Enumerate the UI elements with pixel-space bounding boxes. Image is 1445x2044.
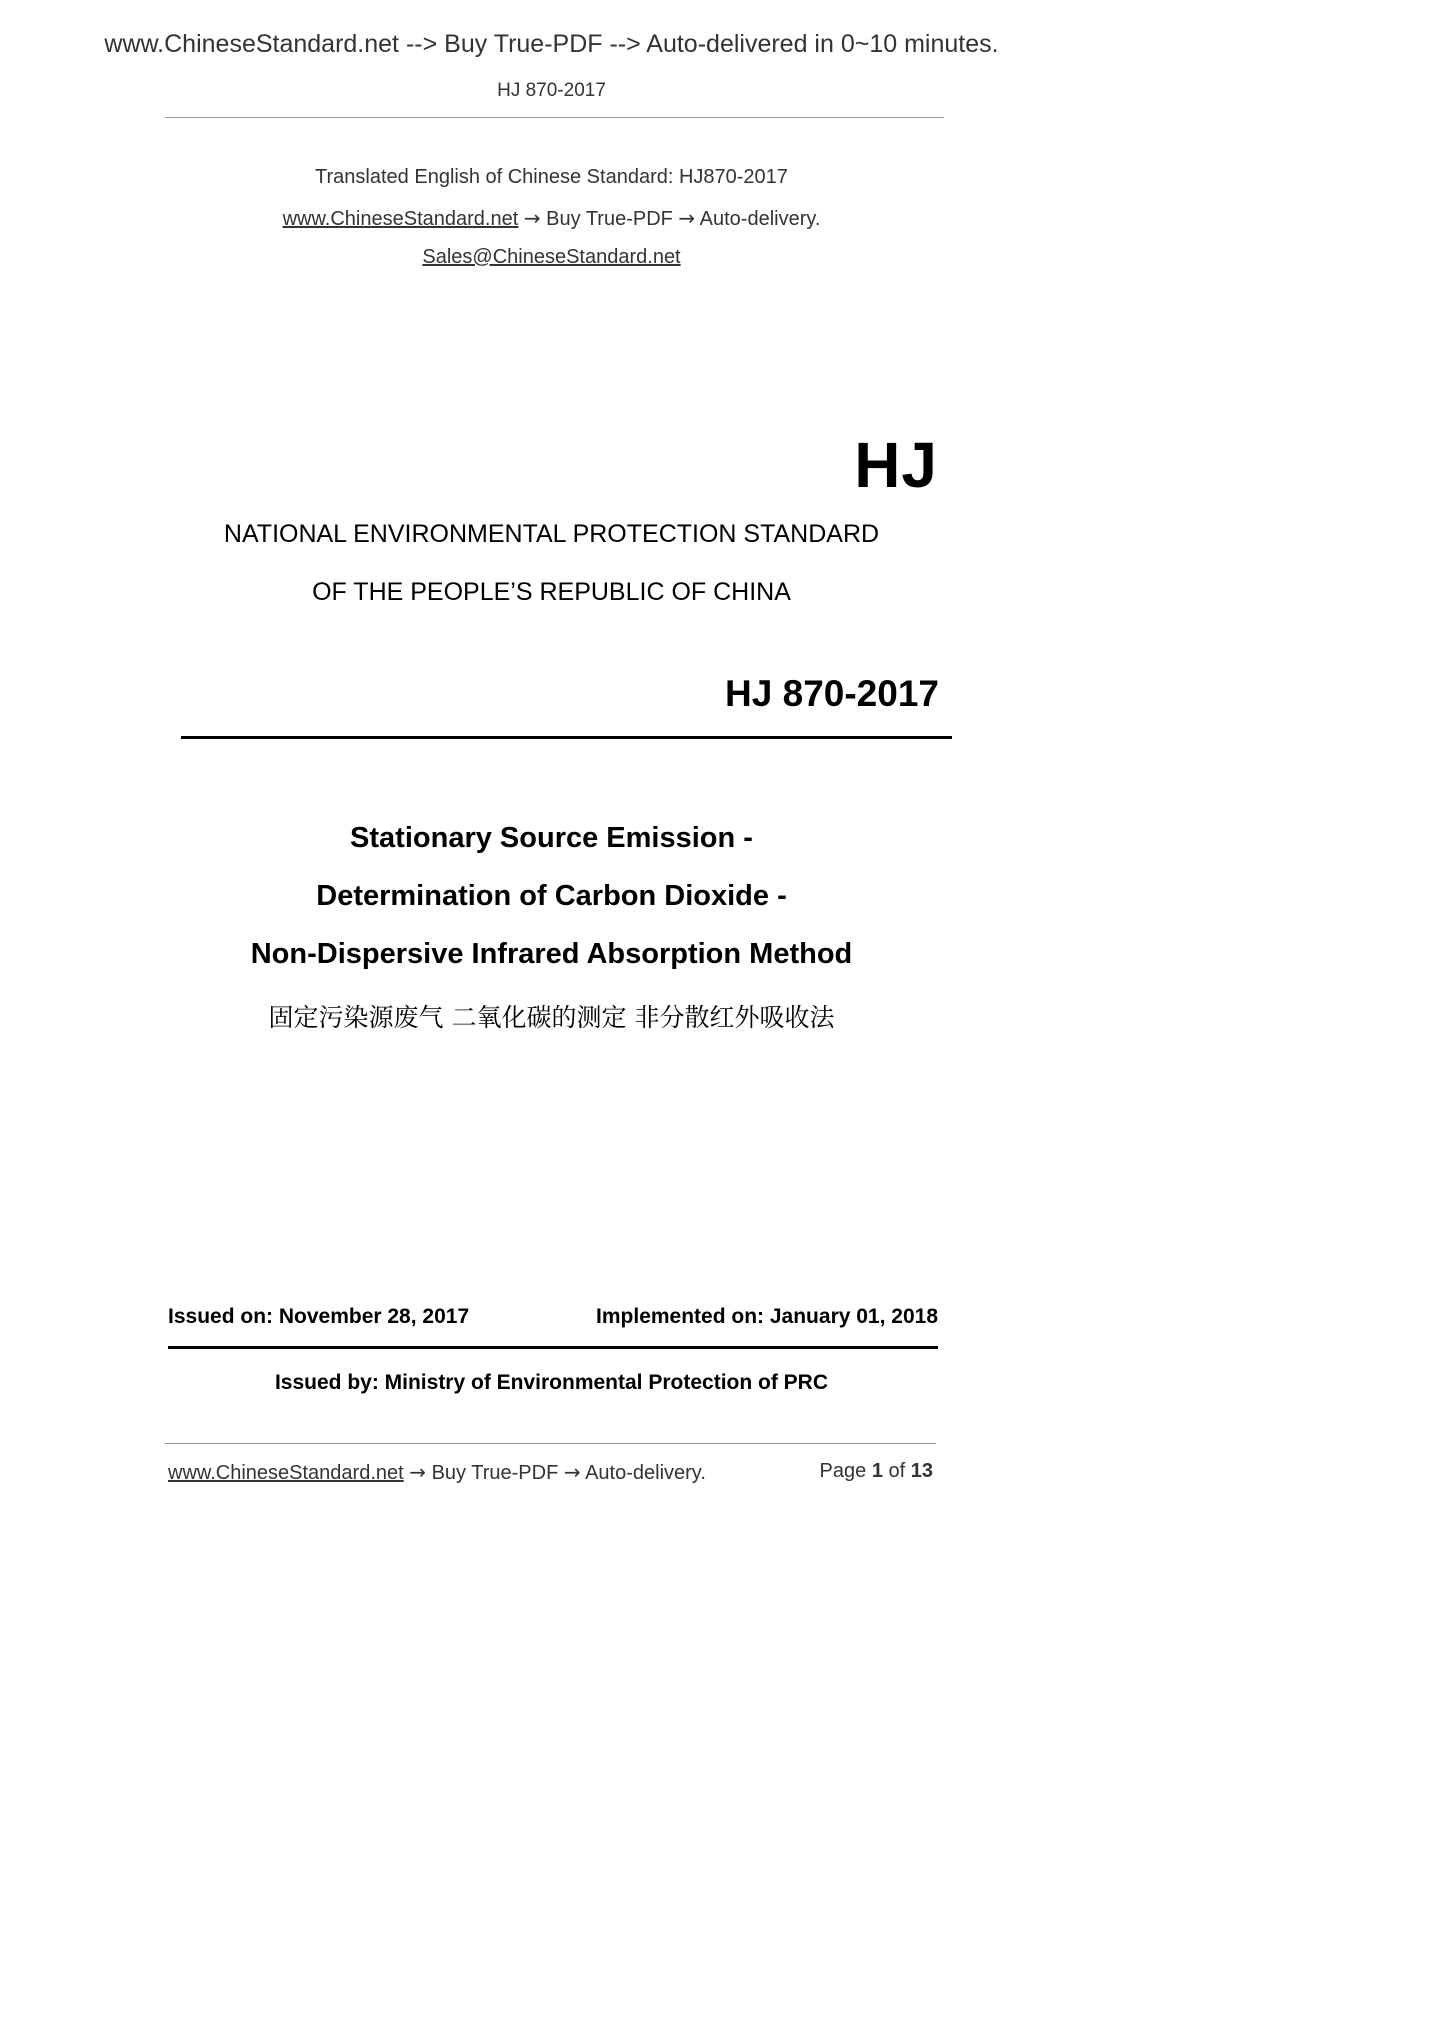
arrow-right-icon: → <box>409 1460 427 1484</box>
issued-on: Issued on: November 28, 2017 <box>168 1305 470 1328</box>
header-doc-code: HJ 870-2017 <box>497 80 606 101</box>
buy-text: Buy True-PDF <box>546 208 673 230</box>
arrow-right-icon: → <box>563 1460 581 1484</box>
hj-logo-mark: HJ <box>854 429 938 501</box>
title-line3: Non-Dispersive Infrared Absorption Method <box>250 938 853 970</box>
national-standard-line2: OF THE PEOPLE’S REPUBLIC OF CHINA <box>312 578 791 606</box>
dates-divider <box>168 1346 938 1349</box>
header-divider <box>165 117 944 118</box>
sales-email-link[interactable]: Sales@ChineseStandard.net <box>422 246 681 268</box>
top-promo-banner: www.ChineseStandard.net --> Buy True-PDF --> Auto-delivered in 0~10 minutes. <box>104 30 999 58</box>
page-label: Page <box>819 1460 867 1482</box>
code-divider <box>181 736 952 739</box>
arrow-right-icon: → <box>678 206 696 230</box>
footer-auto-delivery-text: Auto-delivery. <box>585 1462 706 1484</box>
email-line <box>0 246 1103 269</box>
page-number: 1 <box>871 1460 883 1482</box>
standard-code: HJ 870-2017 <box>725 673 939 714</box>
title-line2: Determination of Carbon Dioxide - <box>316 880 787 912</box>
arrow-right-icon: → <box>523 206 541 230</box>
footer-divider <box>165 1443 936 1444</box>
translated-notice: Translated English of Chinese Standard: HJ870-2017 <box>315 166 788 188</box>
page-total: 13 <box>910 1460 933 1482</box>
footer-buy-text: Buy True-PDF <box>431 1462 559 1484</box>
of-label: of <box>888 1460 906 1482</box>
page-indicator <box>820 1460 933 1483</box>
footer-buy-line <box>168 1460 706 1485</box>
title-chinese: 固定污染源废气 二氧化碳的测定 非分散红外吸收法 <box>268 1003 835 1032</box>
footer-site-link[interactable]: www.ChineseStandard.net <box>168 1462 404 1484</box>
site-link[interactable]: www.ChineseStandard.net <box>282 208 519 230</box>
implemented-on: Implemented on: January 01, 2018 <box>596 1305 938 1328</box>
auto-delivery-text: Auto-delivery. <box>699 208 821 230</box>
issued-by: Issued by: Ministry of Environmental Protection of PRC <box>274 1371 829 1394</box>
national-standard-line1: NATIONAL ENVIRONMENTAL PROTECTION STANDARD <box>223 520 880 548</box>
title-line1: Stationary Source Emission - <box>350 822 753 854</box>
buy-line <box>0 206 1103 231</box>
